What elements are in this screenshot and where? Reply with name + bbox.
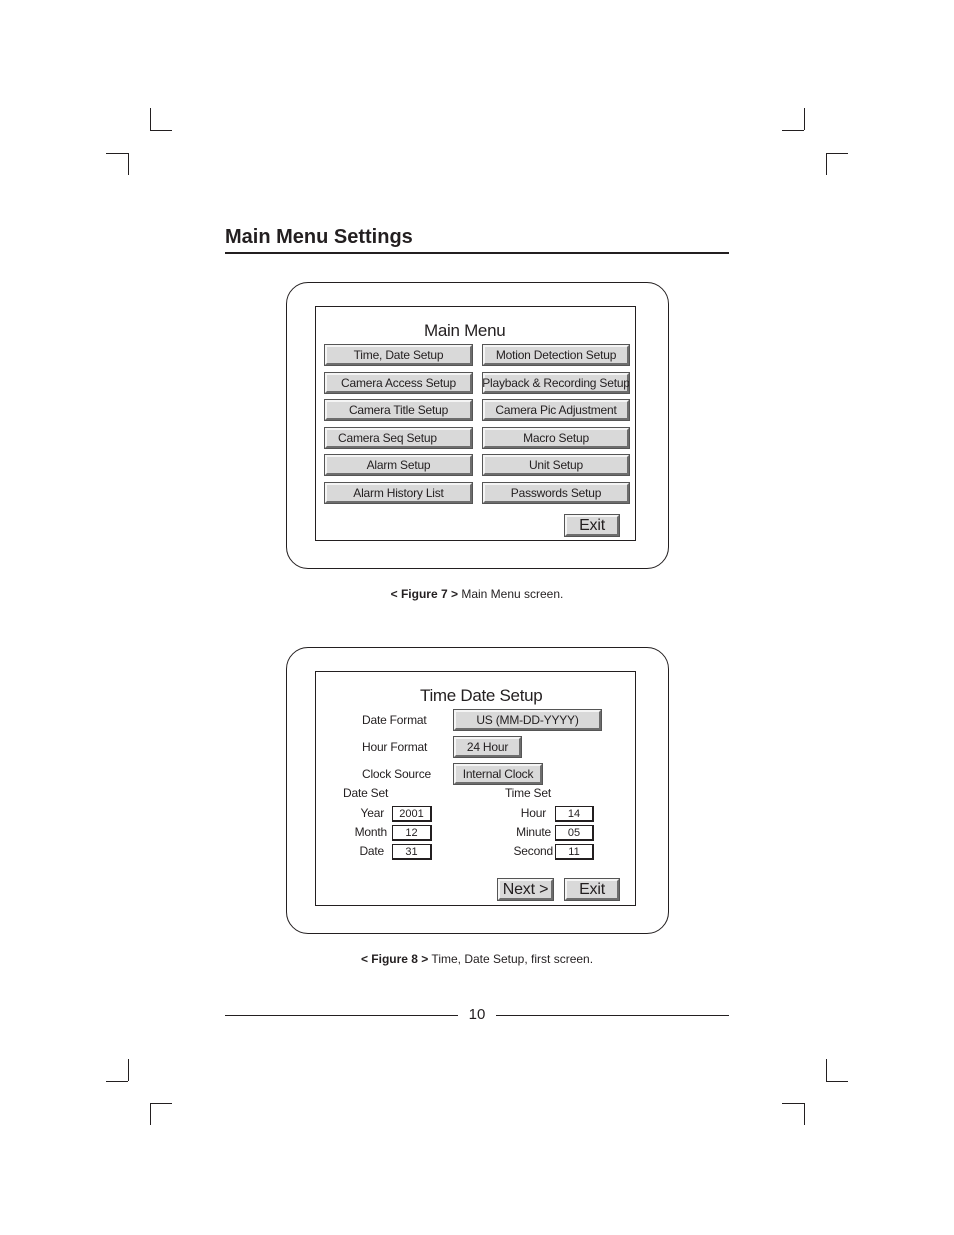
crop-mark	[826, 1081, 848, 1082]
figure8-caption-label: < Figure 8 >	[360, 952, 429, 966]
footer-rule-left	[225, 1015, 458, 1016]
crop-mark	[826, 1059, 827, 1081]
second-label: Second	[513, 844, 553, 858]
figure8-caption-text: Time, Date Setup, first screen.	[428, 952, 594, 966]
figure7-caption	[0, 587, 954, 601]
main-menu-screen	[315, 306, 636, 541]
minute-input[interactable]: 05	[555, 825, 594, 841]
second-input[interactable]: 11	[555, 844, 594, 860]
crop-mark	[128, 153, 129, 175]
crop-mark	[826, 153, 827, 175]
passwords-setup-button[interactable]: Passwords Setup	[483, 483, 629, 503]
time-date-setup-button[interactable]: Time, Date Setup	[325, 345, 472, 365]
date-label: Date	[359, 844, 384, 858]
crop-mark	[106, 1081, 128, 1082]
camera-seq-setup-button[interactable]: Camera Seq Setup	[325, 428, 472, 448]
motion-detection-setup-button[interactable]: Motion Detection Setup	[483, 345, 629, 365]
month-label: Month	[354, 825, 387, 839]
camera-pic-adjustment-button[interactable]: Camera Pic Adjustment	[483, 400, 629, 420]
hour-input[interactable]: 14	[555, 806, 594, 822]
crop-mark	[804, 108, 805, 130]
crop-mark	[782, 1103, 804, 1104]
crop-mark	[150, 130, 172, 131]
exit-button[interactable]: Exit	[565, 515, 619, 536]
macro-setup-button[interactable]: Macro Setup	[483, 428, 629, 448]
hour-format-label: Hour Format	[362, 740, 428, 754]
hour-format-select[interactable]: 24 Hour	[454, 737, 521, 757]
figure7-caption-text: Main Menu screen.	[457, 587, 564, 601]
minute-label: Minute	[516, 825, 551, 839]
page-number: 10	[468, 1006, 486, 1023]
figure7-caption-label: < Figure 7 >	[390, 587, 458, 601]
time-set-label: Time Set	[505, 786, 551, 800]
alarm-setup-button[interactable]: Alarm Setup	[325, 455, 472, 475]
year-input[interactable]: 2001	[392, 806, 432, 822]
clock-source-label: Clock Source	[362, 767, 431, 781]
figure8-caption	[0, 952, 954, 966]
footer-rule-right	[496, 1015, 729, 1016]
camera-access-setup-button[interactable]: Camera Access Setup	[325, 373, 472, 393]
hour-label: Hour	[520, 806, 546, 820]
crop-mark	[804, 1103, 805, 1125]
month-input[interactable]: 12	[392, 825, 432, 841]
crop-mark	[150, 108, 151, 130]
crop-mark	[782, 130, 804, 131]
date-set-label: Date Set	[343, 786, 389, 800]
section-rule	[225, 252, 729, 254]
time-date-setup-title: Time Date Setup	[420, 686, 543, 705]
crop-mark	[128, 1059, 129, 1081]
crop-mark	[150, 1103, 151, 1125]
date-input[interactable]: 31	[392, 844, 432, 860]
camera-title-setup-button[interactable]: Camera Title Setup	[325, 400, 472, 420]
next-button[interactable]: Next >	[498, 879, 553, 900]
crop-mark	[826, 153, 848, 154]
year-label: Year	[360, 806, 384, 820]
playback-recording-setup-button[interactable]: Playback & Recording Setup	[483, 373, 629, 393]
crop-mark	[106, 153, 128, 154]
main-menu-title: Main Menu	[424, 321, 506, 340]
time-date-setup-screen	[315, 671, 636, 906]
section-title: Main Menu Settings	[225, 226, 413, 248]
date-format-select[interactable]: US (MM-DD-YYYY)	[454, 710, 601, 730]
alarm-history-list-button[interactable]: Alarm History List	[325, 483, 472, 503]
date-format-label: Date Format	[362, 713, 427, 727]
clock-source-select[interactable]: Internal Clock	[454, 764, 542, 784]
exit-button[interactable]: Exit	[565, 879, 619, 900]
unit-setup-button[interactable]: Unit Setup	[483, 455, 629, 475]
crop-mark	[150, 1103, 172, 1104]
